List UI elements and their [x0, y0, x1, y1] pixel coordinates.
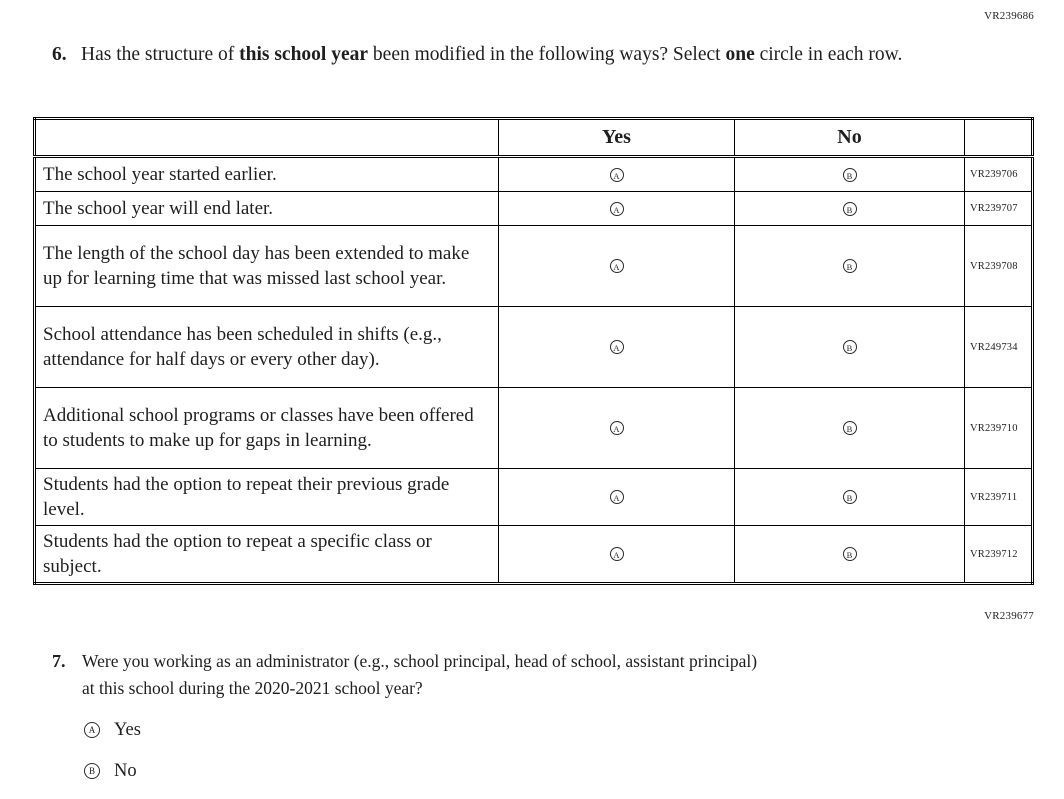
question-7-text	[82, 648, 1012, 799]
answer-bubble-yes[interactable]: A	[610, 547, 624, 561]
answer-bubble-yes[interactable]: A	[610, 168, 624, 182]
question-6	[52, 42, 952, 67]
table-row	[35, 226, 1033, 307]
table-row	[35, 157, 1033, 192]
row-statement: The length of the school day has been extended to make up for learning time that was missed last school year.	[35, 226, 499, 307]
answer-bubble-no[interactable]: B	[843, 490, 857, 504]
answer-bubble-no[interactable]: B	[843, 202, 857, 216]
answer-bubble-yes[interactable]: A	[610, 259, 624, 273]
table-row	[35, 307, 1033, 388]
answer-bubble-no[interactable]: B	[843, 421, 857, 435]
table-row	[35, 192, 1033, 226]
answer-bubble-yes[interactable]: A	[610, 490, 624, 504]
answer-bubble-no[interactable]: B	[843, 259, 857, 273]
row-code: VR239710	[965, 388, 1033, 469]
option-no-label: No	[114, 760, 137, 781]
question-7	[52, 648, 1012, 799]
question-6-text-part3: circle in each row.	[754, 44, 903, 65]
table-row	[35, 526, 1033, 584]
page-code-mid: VR239677	[984, 610, 1034, 622]
answer-bubble-no[interactable]: B	[843, 168, 857, 182]
table-row	[35, 388, 1033, 469]
row-code: VR239707	[965, 192, 1033, 226]
question-6-text	[81, 42, 933, 67]
option-no[interactable]	[84, 759, 1012, 783]
row-statement: The school year started earlier.	[35, 157, 499, 192]
answer-bubble-no[interactable]: B	[84, 763, 100, 779]
option-yes[interactable]	[84, 718, 1012, 742]
row-statement: Students had the option to repeat their previous grade level.	[35, 469, 499, 526]
answer-bubble-no[interactable]: B	[843, 547, 857, 561]
question-6-table	[33, 117, 1034, 585]
answer-bubble-no[interactable]: B	[843, 340, 857, 354]
question-6-text-part2: been modified in the following ways? Select	[368, 44, 726, 65]
question-6-text-bold1: this school year	[239, 44, 369, 65]
row-statement: School attendance has been scheduled in shifts (e.g., attendance for half days or every other day).	[35, 307, 499, 388]
answer-bubble-yes[interactable]: A	[610, 340, 624, 354]
option-yes-label: Yes	[114, 719, 141, 740]
header-yes: Yes	[499, 119, 735, 157]
question-7-line2: at this school during the 2020-2021 school year?	[82, 678, 423, 698]
question-6-text-part1: Has the structure of	[81, 44, 240, 65]
answer-bubble-yes[interactable]: A	[610, 202, 624, 216]
row-statement: The school year will end later.	[35, 192, 499, 226]
question-7-line1: Were you working as an administrator (e.g., school principal, head of school, assistant principal)	[82, 651, 758, 671]
row-statement: Students had the option to repeat a specific class or subject.	[35, 526, 499, 584]
answer-bubble-yes[interactable]: A	[84, 722, 100, 738]
question-6-number: 6.	[52, 44, 67, 65]
question-6-text-bold2: one	[725, 44, 755, 65]
page-code-top: VR239686	[984, 10, 1034, 22]
table-row	[35, 469, 1033, 526]
header-code-blank	[965, 119, 1033, 157]
question-7-number: 7.	[52, 651, 66, 671]
row-code: VR239708	[965, 226, 1033, 307]
question-7-options	[84, 718, 1012, 783]
question-6-table-wrapper	[33, 117, 1031, 585]
row-code: VR239712	[965, 526, 1033, 584]
table-header-row	[35, 119, 1033, 157]
row-code: VR249734	[965, 307, 1033, 388]
header-blank	[35, 119, 499, 157]
row-code: VR239706	[965, 157, 1033, 192]
answer-bubble-yes[interactable]: A	[610, 421, 624, 435]
header-no: No	[735, 119, 965, 157]
row-code: VR239711	[965, 469, 1033, 526]
row-statement: Additional school programs or classes have been offered to students to make up for gaps in learning.	[35, 388, 499, 469]
